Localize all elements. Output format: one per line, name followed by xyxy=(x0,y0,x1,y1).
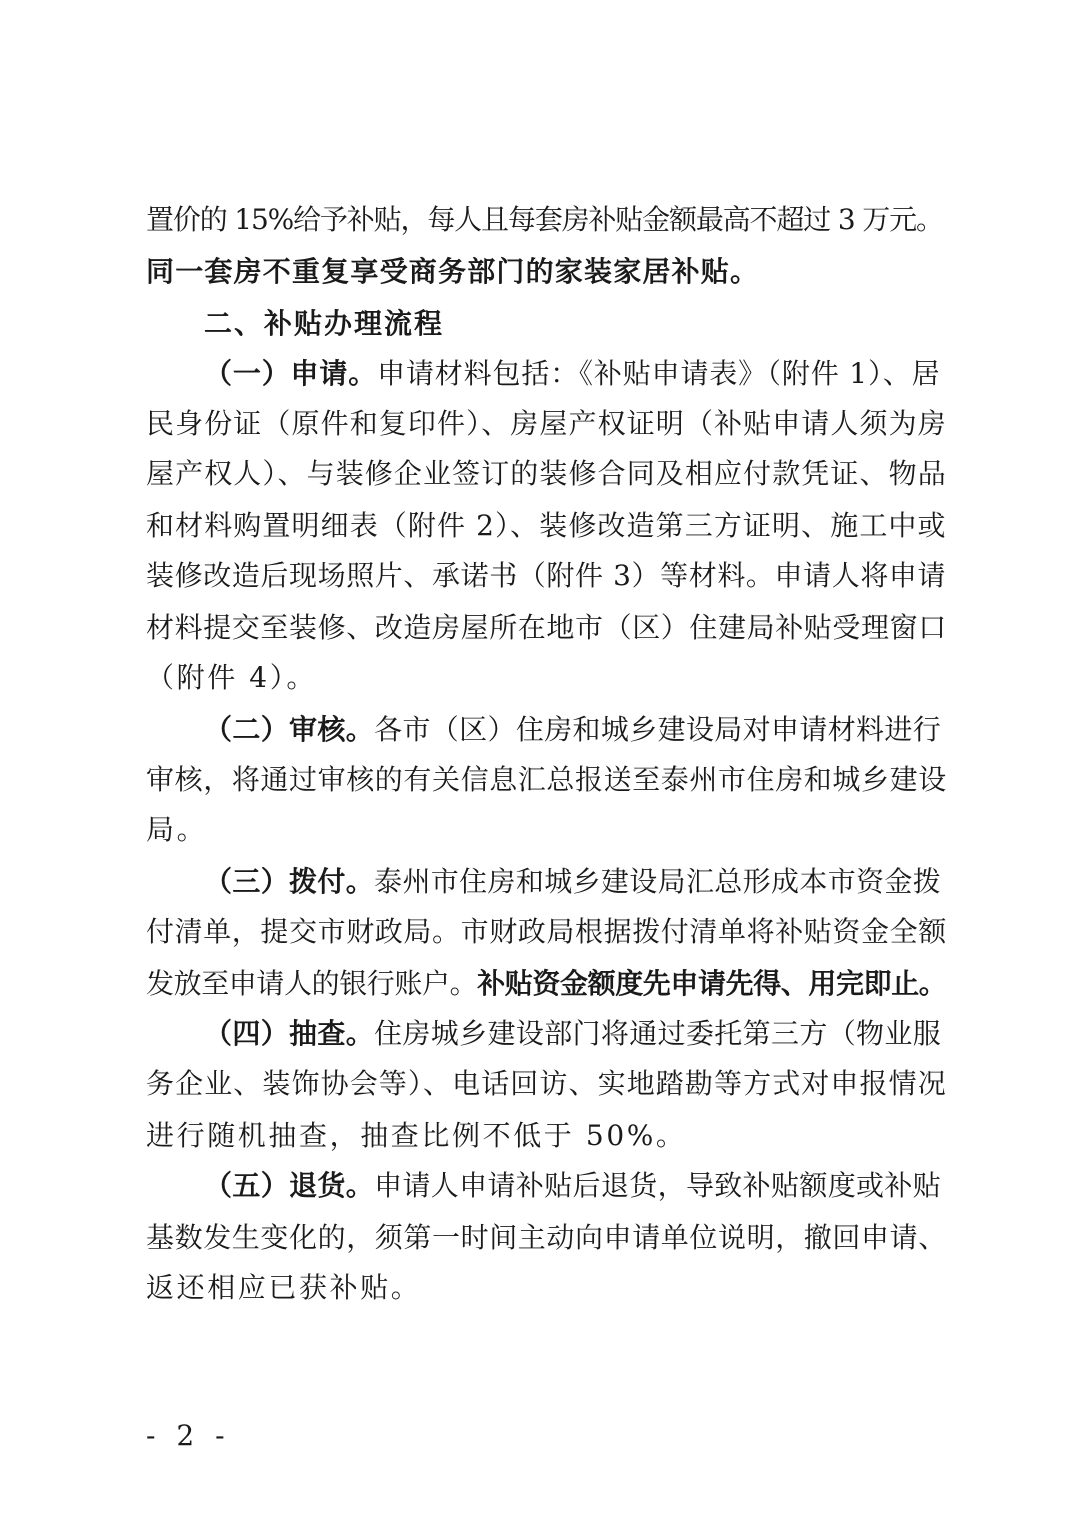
body-line xyxy=(146,1066,946,1102)
line-text: 基数发生变化的，须第一时间主动向申请单位说明，撤回申请、 xyxy=(146,1221,947,1254)
paragraph-label: （二）审核。 xyxy=(204,713,375,746)
body-line xyxy=(146,610,946,646)
line-text: 材料提交至装修、改造房屋所在地市（区）住建局补贴受理窗口 xyxy=(146,611,947,644)
body-line xyxy=(146,508,946,544)
line-text: 审核，将通过审核的有关信息汇总报送至泰州市住房和城乡建设 xyxy=(146,763,947,796)
paragraph-label: （三）拨付。 xyxy=(204,865,375,898)
paragraph-inspection-start xyxy=(204,1016,946,1052)
section-heading xyxy=(204,306,946,342)
line-text: 各市（区）住房和城乡建设局对申请材料进行 xyxy=(374,713,942,746)
body-line xyxy=(146,1220,946,1256)
body-line xyxy=(146,966,946,1002)
body-line xyxy=(146,660,946,696)
paragraph-label: （五）退货。 xyxy=(204,1169,375,1202)
heading-text: 二、补贴办理流程 xyxy=(204,307,445,340)
paragraph-return-start xyxy=(204,1168,946,1204)
page-number: - 2 - xyxy=(146,1419,231,1452)
line-text: 民身份证（原件和复印件）、房屋产权证明（补贴申请人须为房 xyxy=(146,407,947,440)
body-line xyxy=(146,1270,946,1306)
line-text: 装修改造后现场照片、承诺书（附件 3）等材料。申请人将申请 xyxy=(146,559,947,592)
line-text: 申请人申请补贴后退货，导致补贴额度或补贴 xyxy=(374,1169,942,1202)
line-text: 局。 xyxy=(146,813,208,846)
paragraph-review-start xyxy=(204,712,946,748)
body-line xyxy=(146,1118,946,1154)
body-line xyxy=(146,914,946,950)
paragraph-label: （四）抽查。 xyxy=(204,1017,375,1050)
line-text: 申请材料包括：《补贴申请表》（附件 1）、居 xyxy=(377,357,941,390)
paragraph-payment-start xyxy=(204,864,946,900)
line-text: 进行随机抽查，抽查比例不低于 50%。 xyxy=(146,1119,687,1152)
body-line xyxy=(146,812,946,848)
body-line xyxy=(146,558,946,594)
line-text: 发放至申请人的银行账户。 xyxy=(146,967,478,1000)
line-text: （附件 4）。 xyxy=(146,661,317,694)
line-text: 同一套房不重复享受商务部门的家装家居补贴。 xyxy=(146,255,760,288)
line-text: 返还相应已获补贴。 xyxy=(146,1271,422,1304)
paragraph-label: （一）申请。 xyxy=(204,357,378,390)
line-text: 泰州市住房和城乡建设局汇总形成本市资金拨 xyxy=(374,865,942,898)
body-line xyxy=(146,456,946,492)
body-line xyxy=(146,762,946,798)
paragraph-apply-start xyxy=(204,356,946,392)
line-text: 置价的 15%给予补贴，每人且每套房补贴金额最高不超过 3 万元。 xyxy=(146,203,943,236)
body-line xyxy=(146,202,946,238)
line-text: 和材料购置明细表（附件 2）、装修改造第三方证明、施工中或 xyxy=(146,509,947,542)
line-text: 屋产权人）、与装修企业签订的装修合同及相应付款凭证、物品 xyxy=(146,457,947,490)
emphasis-text: 补贴资金额度先申请先得、用完即止。 xyxy=(477,967,947,1000)
line-text: 付清单，提交市财政局。市财政局根据拨付清单将补贴资金全额 xyxy=(146,915,947,948)
line-text: 务企业、装饰协会等）、电话回访、实地踏勘等方式对申报情况 xyxy=(146,1067,947,1100)
emphasis-line xyxy=(146,254,946,290)
body-line xyxy=(146,406,946,442)
line-text: 住房城乡建设部门将通过委托第三方（物业服 xyxy=(374,1017,942,1050)
